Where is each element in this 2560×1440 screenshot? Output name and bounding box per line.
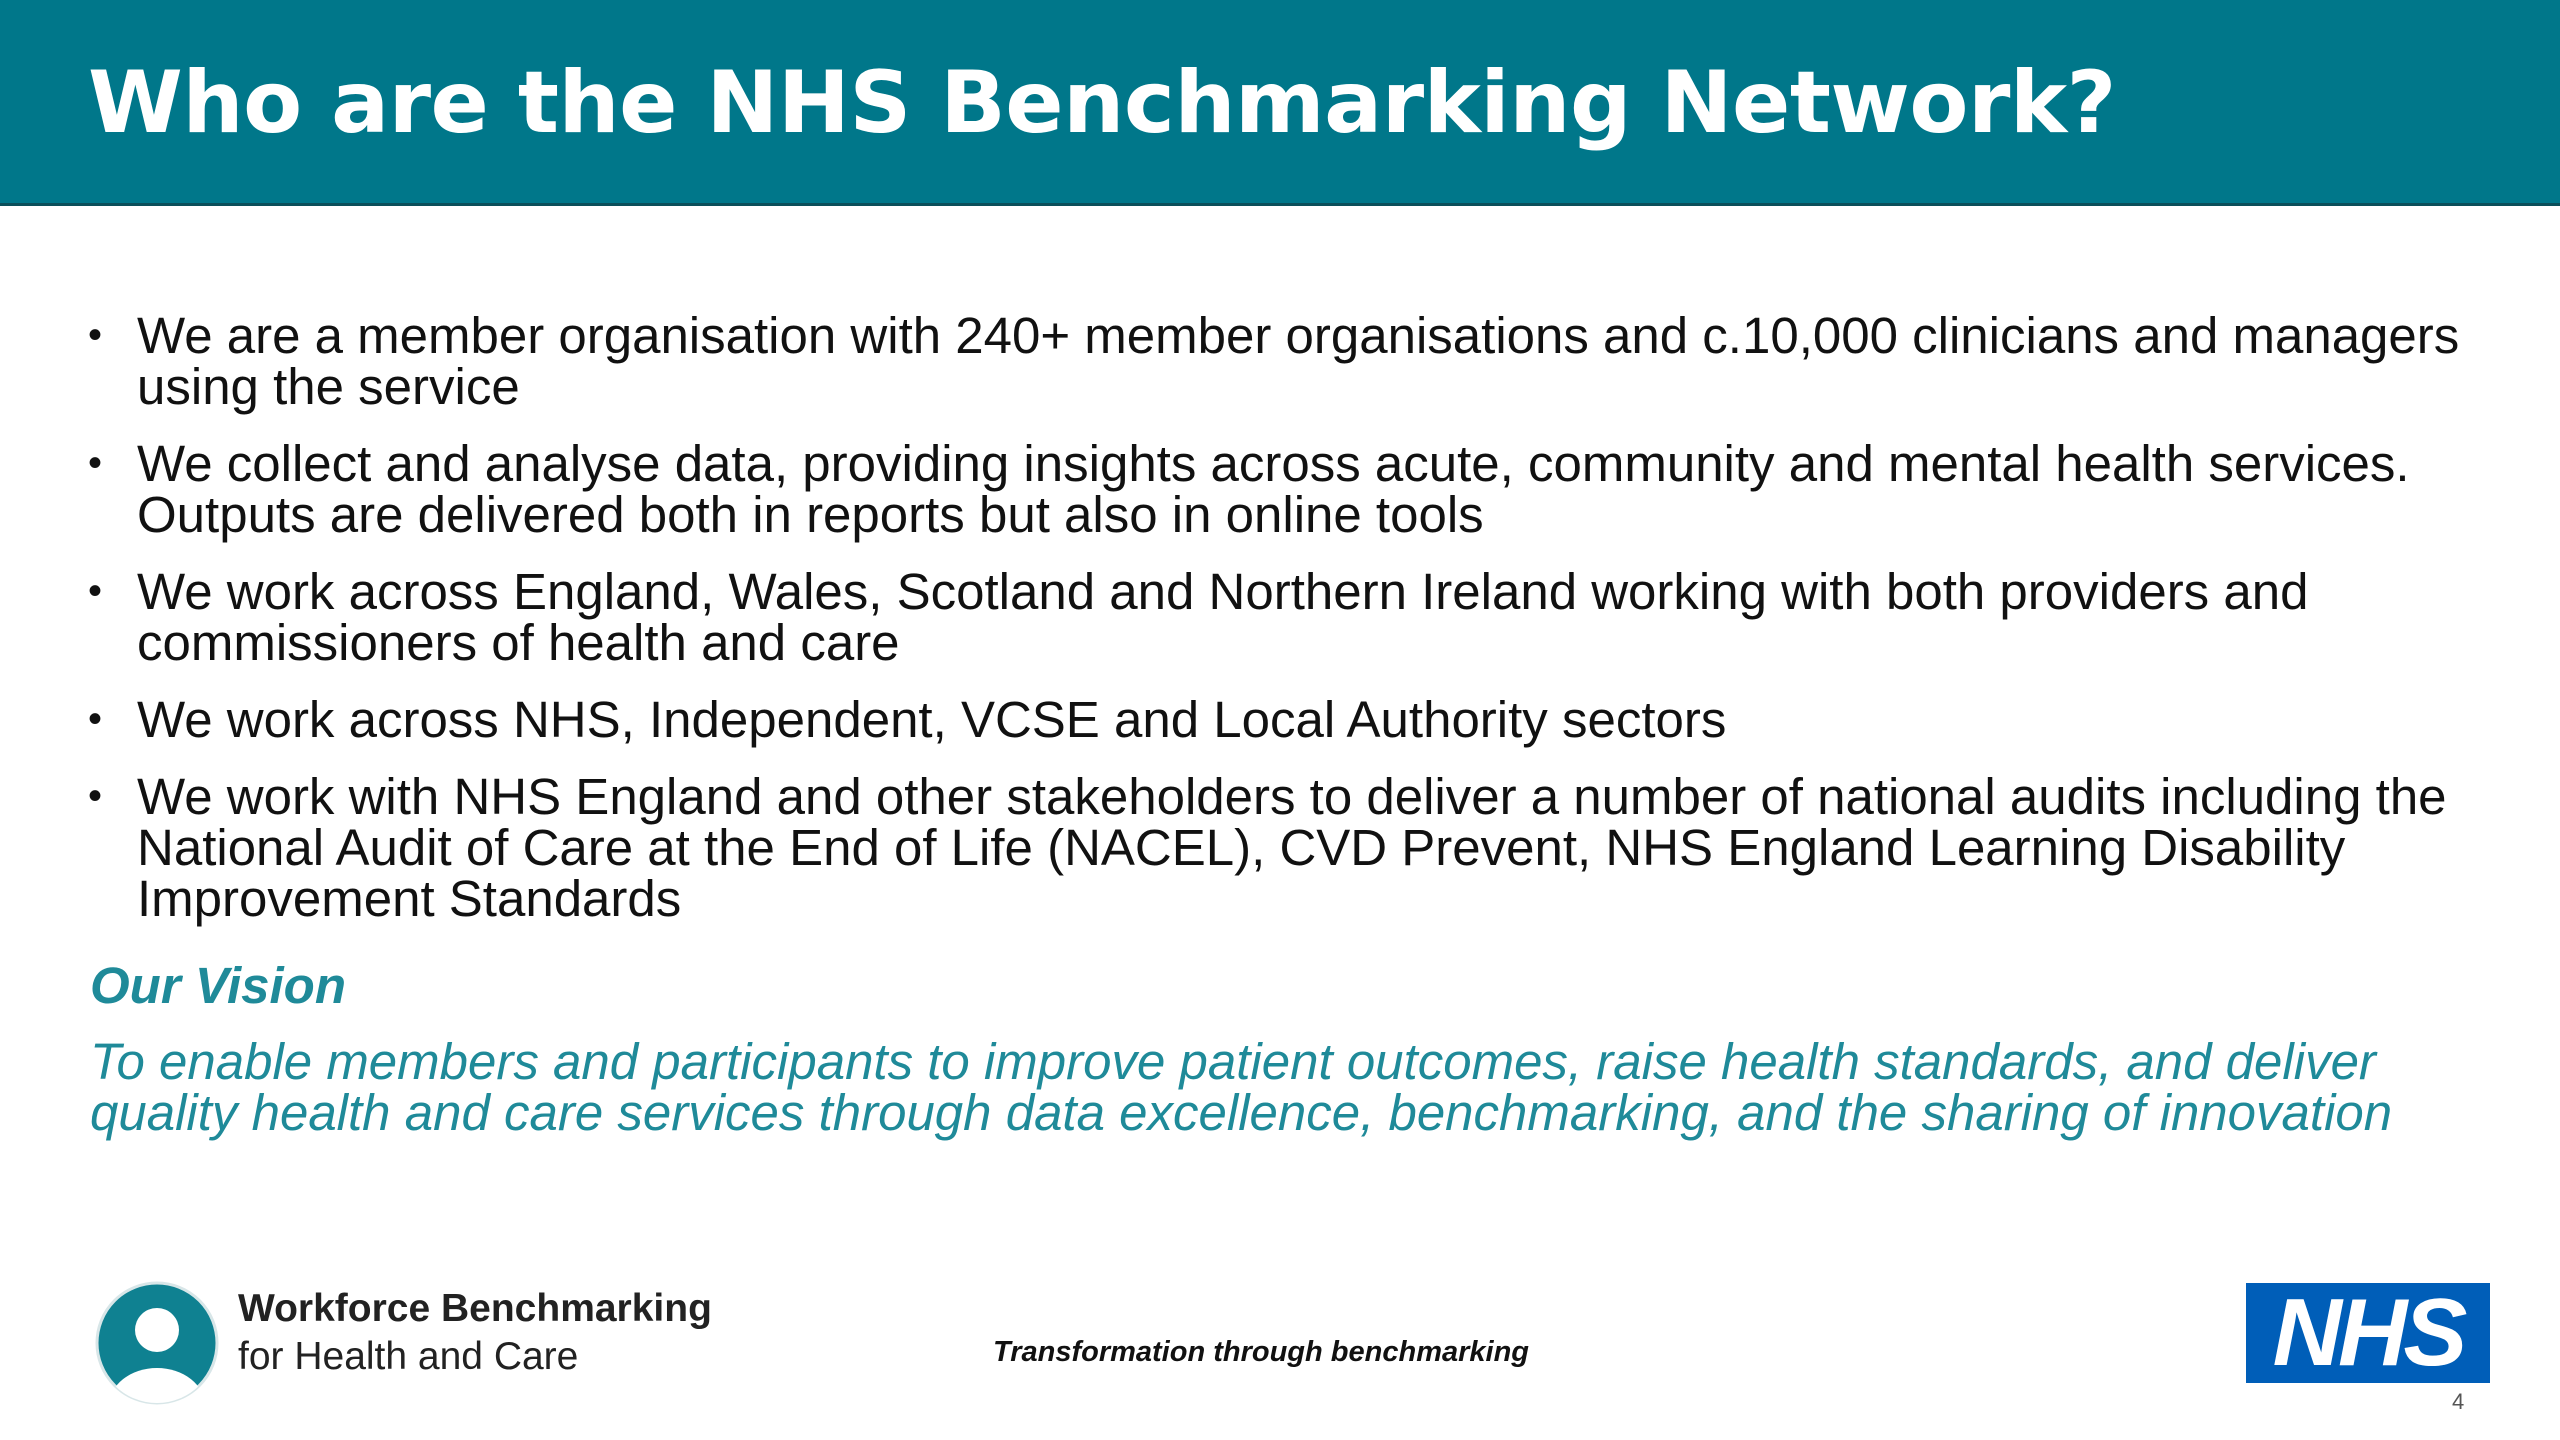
workforce-benchmarking-logo-text [238,1285,712,1381]
bullet-glyph: • [88,697,103,741]
vision-statement: To enable members and participants to improve patient outcomes, raise health standards, and deliver quality health and care services through data excellence, benchmarking, and the sharing of innovation [90,1033,2393,1141]
bullet-item [82,435,2502,543]
bullet-glyph: • [88,774,103,818]
bullet-text: We are a member organisation with 240+ member organisations and c.10,000 clinicians and managers using the service [137,307,2460,415]
bullet-list [82,307,2502,950]
bullet-item [82,563,2502,671]
logo-line-2: for Health and Care [238,1335,579,1378]
bullet-text: We work across England, Wales, Scotland and Northern Ireland working with both providers and commissioners of health and care [137,563,2309,671]
nhs-logo: NHS [2246,1283,2490,1383]
bullet-glyph: • [88,313,103,357]
bullet-text: We collect and analyse data, providing insights across acute, community and mental health services. Outputs are delivered both in reports but also in online tools [137,435,2410,543]
bullet-text: We work across NHS, Independent, VCSE and Local Authority sectors [137,691,1727,748]
logo-line-1: Workforce Benchmarking [238,1287,712,1330]
bullet-glyph: • [88,569,103,613]
bullet-text: We work with NHS England and other stakeholders to deliver a number of national audits including the National Audit of Care at the End of Life (NACEL), CVD Prevent, NHS England Learning Disability Improvement Standards [137,768,2447,927]
tagline: Transformation through benchmarking [993,1336,1530,1368]
bullet-item [82,307,2502,415]
person-in-circle-icon [92,1278,222,1408]
bullet-item [82,768,2502,927]
page-title: Who are the NHS Benchmarking Network? [88,53,2116,153]
bullet-item [82,691,2502,748]
vision-heading: Our Vision [90,957,346,1014]
page-number: 4 [2452,1389,2465,1414]
title-bar [0,0,2560,206]
bullet-glyph: • [88,441,103,485]
